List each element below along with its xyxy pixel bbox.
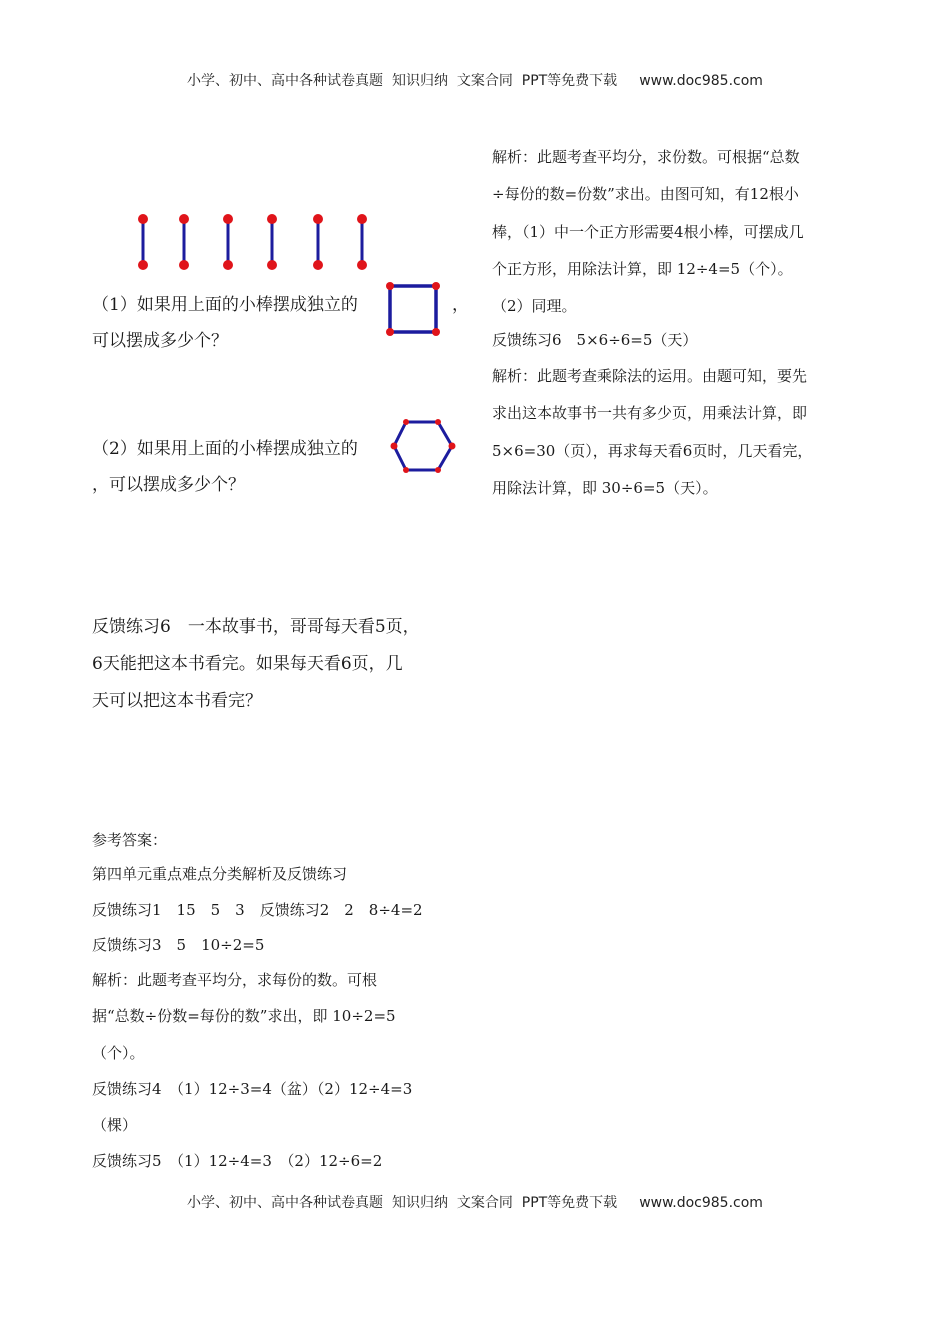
footer-text: 小学、初中、高中各种试卷真题 知识归纳 文案合同 PPT等免费下载: [187, 1195, 618, 1211]
analysis-line: 解析：此题考查乘除法的运用。由题可知，要先: [492, 367, 808, 385]
footer-site: www.doc985.com: [639, 1195, 763, 1211]
q2-line1: （2）如果用上面的小棒摆成独立的: [92, 439, 358, 459]
q1-comma: ，: [452, 295, 469, 315]
answer-line: 反馈练习1 15 5 3 反馈练习2 2 8÷4=2: [92, 901, 423, 919]
q1-line2: 可以摆成多少个？: [92, 331, 228, 351]
analysis-line: 棒，（1）中一个正方形需要4根小棒，可摆成几: [492, 223, 804, 241]
answer-line: （棵）: [92, 1116, 138, 1134]
answer-line: 解析：此题考查平均分，求每份的数。可根: [92, 971, 378, 989]
feedback6-line3: 天可以把这本书看完？: [92, 691, 262, 711]
analysis-line: （2）同理。: [492, 297, 577, 315]
analysis-line: 5×6=30（页），再求每天看6页时，几天看完，: [492, 442, 813, 460]
analysis-line: 解析：此题考查平均分，求份数。可根据“总数: [492, 148, 800, 166]
analysis-line: ÷每份的数=份数”求出。由图可知，有12根小: [492, 185, 799, 203]
answer-line: 据“总数÷份数=每份的数”求出，即 10÷2=5: [92, 1007, 396, 1025]
page-footer: [0, 1192, 950, 1212]
analysis-line: 求出这本故事书一共有多少页，用乘法计算，即: [492, 404, 808, 422]
answer-line: 反馈练习5 （1）12÷4=3 （2）12÷6=2: [92, 1152, 383, 1170]
analysis-line: 个正方形，用除法计算，即 12÷4=5（个）。: [492, 260, 793, 278]
answer-line: 反馈练习4 （1）12÷3=4（盆）（2）12÷4=3: [92, 1080, 413, 1098]
header-text: 小学、初中、高中各种试卷真题 知识归纳 文案合同 PPT等免费下载: [187, 73, 618, 89]
feedback6-line2: 6天能把这本书看完。如果每天看6页，几: [92, 654, 403, 674]
feedback6-line1: 反馈练习6 一本故事书，哥哥每天看5页，: [92, 617, 420, 637]
square-shape-icon: [382, 280, 442, 340]
q1-line1: （1）如果用上面的小棒摆成独立的: [92, 295, 358, 315]
analysis-line: 用除法计算，即 30÷6=5（天）。: [492, 479, 718, 497]
page-header: [0, 70, 950, 90]
header-site: www.doc985.com: [639, 73, 763, 89]
answer-line: 反馈练习3 5 10÷2=5: [92, 936, 265, 954]
answer-line: 第四单元重点难点分类解析及反馈练习: [92, 865, 348, 883]
q2-line2: ，可以摆成多少个？: [92, 475, 245, 495]
sticks-icon: [134, 212, 374, 272]
answer-line: 参考答案：: [92, 831, 168, 849]
hexagon-shape-icon: [390, 414, 460, 480]
analysis-line: 反馈练习6 5×6÷6=5（天）: [492, 331, 698, 349]
answer-line: （个）。: [92, 1044, 145, 1062]
